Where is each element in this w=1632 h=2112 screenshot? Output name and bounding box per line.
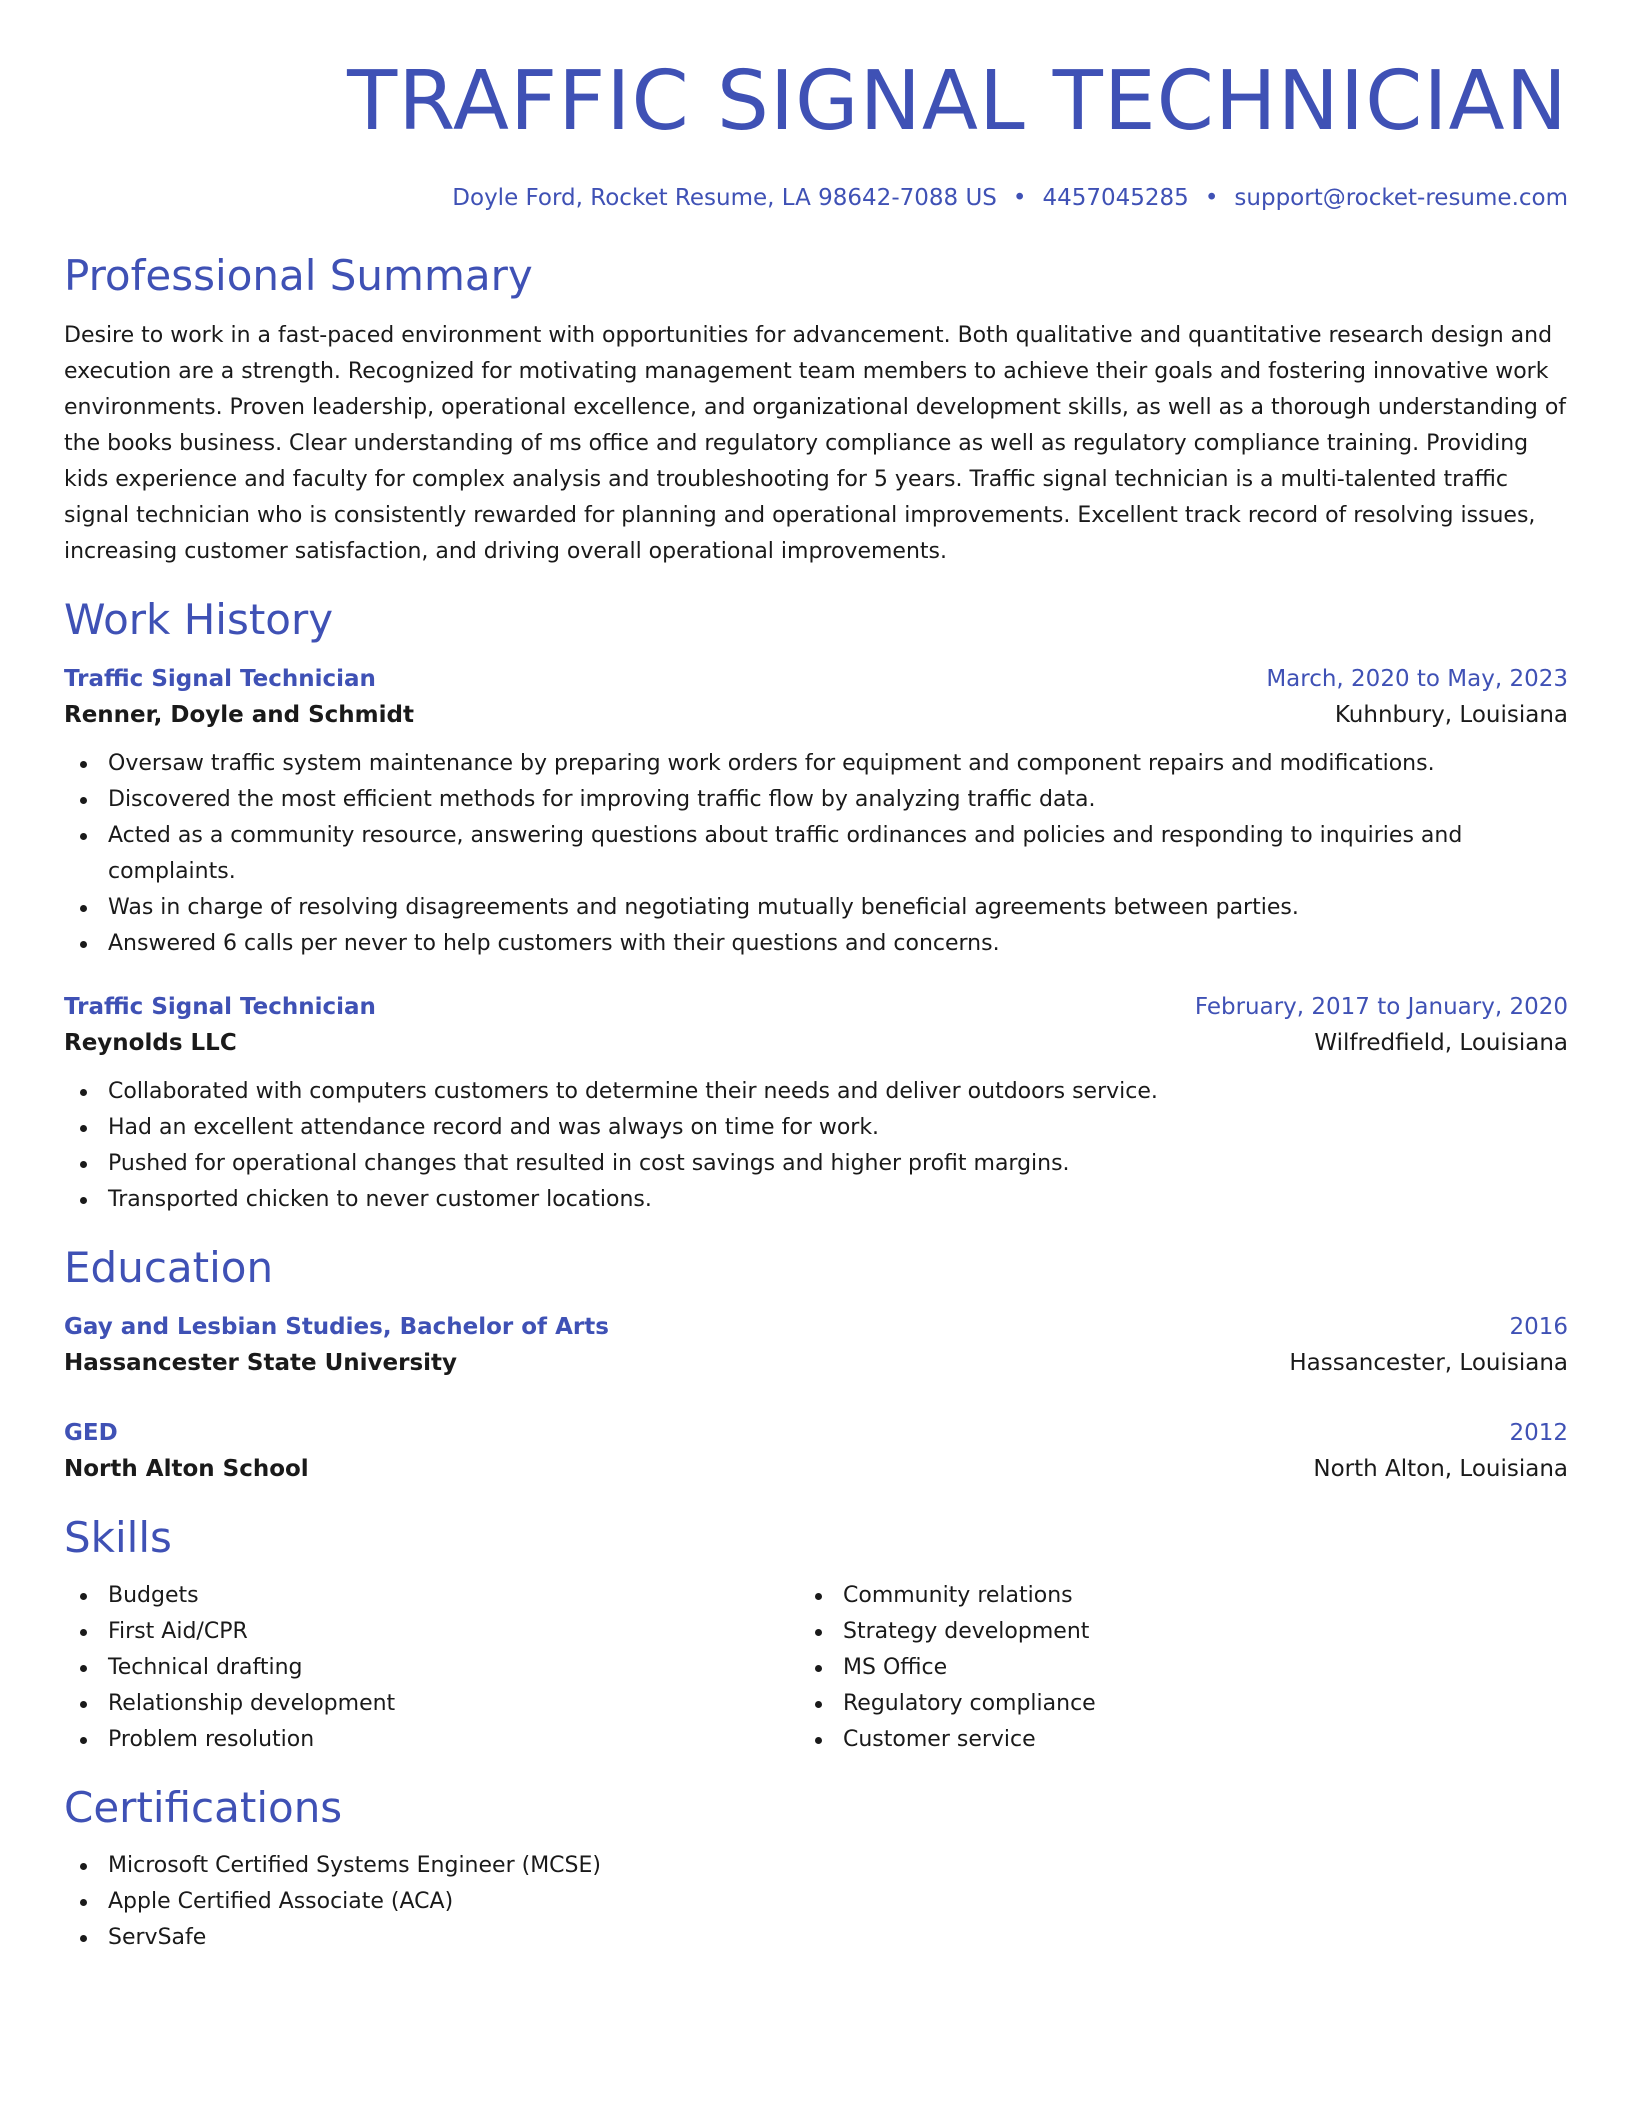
section-title-work-history: Work History	[64, 595, 334, 644]
certification-item: Microsoft Certified Systems Engineer (MCSE)	[64, 1848, 1568, 1884]
education-year: 2012	[1509, 1420, 1568, 1446]
contact-line	[64, 182, 1568, 214]
job-location: Wilfredfield, Louisiana	[1314, 1030, 1568, 1056]
skill-item: Technical drafting	[64, 1650, 799, 1686]
skill-item: Regulatory compliance	[799, 1686, 1534, 1722]
contact-phone: 4457045285	[1042, 185, 1189, 211]
certification-item: ServSafe	[64, 1920, 1568, 1956]
list-item: Discovered the most efficient methods for improving traffic flow by analyzing traffic data.	[64, 782, 1568, 818]
summary-text: Desire to work in a fast-paced environment with opportunities for advancement. Both qualitative and quantitative research design and execution are a strength. Recognized for motivating management team members to achieve their goals and fostering innovative work environments. Proven leadership, operational excellence, and organizational development skills, as well as a thorough understanding of the books business. Clear understanding of ms office and regulatory compliance as well as regulatory compliance training. Providing kids experience and faculty for complex analysis and troubleshooting for 5 years. Traffic signal technician is a multi-talented traffic signal technician who is consistently rewarded for planning and operational improvements. Excellent track record of resolving issues, increasing customer satisfaction, and driving overall operational improvements.	[64, 323, 1567, 564]
job-dates: February, 2017 to January, 2020	[1194, 994, 1568, 1020]
education-year: 2016	[1509, 1314, 1568, 1340]
contact-email: support@rocket-resume.com	[1234, 185, 1568, 211]
education-entry	[64, 1310, 1568, 1382]
list-item: Answered 6 calls per never to help customers with their questions and concerns.	[64, 926, 1568, 962]
skill-item: MS Office	[799, 1650, 1534, 1686]
job-role: Traffic Signal Technician	[64, 994, 376, 1020]
education-school: North Alton School	[64, 1456, 309, 1482]
education-degree: GED	[64, 1420, 118, 1446]
skill-item: Budgets	[64, 1578, 799, 1614]
contact-separator: •	[1012, 185, 1027, 211]
list-item: Had an excellent attendance record and was always on time for work.	[64, 1110, 1568, 1146]
skill-item: Customer service	[799, 1722, 1534, 1758]
job-role: Traffic Signal Technician	[64, 666, 376, 692]
education-list	[64, 1310, 1568, 1488]
work-history	[64, 662, 1568, 1218]
skills-column-right	[799, 1578, 1534, 1758]
list-item: Acted as a community resource, answering questions about traffic ordinances and policies and responding to inquiries and complaints.	[64, 818, 1568, 890]
education-school: Hassancester State University	[64, 1350, 458, 1376]
job-company: Reynolds LLC	[64, 1030, 237, 1056]
education-location: Hassancester, Louisiana	[1289, 1350, 1568, 1376]
job-company: Renner, Doyle and Schmidt	[64, 702, 414, 728]
list-item: Pushed for operational changes that resulted in cost savings and higher profit margins.	[64, 1146, 1568, 1182]
list-item: Oversaw traffic system maintenance by preparing work orders for equipment and component repairs and modifications.	[64, 746, 1568, 782]
resume-title: TRAFFIC SIGNAL TECHNICIAN	[347, 54, 1568, 149]
education-degree: Gay and Lesbian Studies, Bachelor of Arts	[64, 1314, 609, 1340]
skills-column-left	[64, 1578, 799, 1758]
job-dates: March, 2020 to May, 2023	[1266, 666, 1568, 692]
skill-item: Strategy development	[799, 1614, 1534, 1650]
education-entry	[64, 1416, 1568, 1488]
list-item: Was in charge of resolving disagreements and negotiating mutually beneficial agreements between parties.	[64, 890, 1568, 926]
skill-item: First Aid/CPR	[64, 1614, 799, 1650]
section-title-education: Education	[64, 1243, 274, 1292]
skill-item: Problem resolution	[64, 1722, 799, 1758]
skill-item: Relationship development	[64, 1686, 799, 1722]
contact-address: Doyle Ford, Rocket Resume, LA 98642-7088 US	[452, 185, 997, 211]
job-bullets	[64, 1074, 1568, 1218]
job-entry	[64, 990, 1568, 1218]
contact-separator: •	[1204, 185, 1219, 211]
education-location: North Alton, Louisiana	[1313, 1456, 1568, 1482]
resume-header	[64, 0, 1568, 214]
section-title-skills: Skills	[64, 1513, 172, 1562]
certification-item: Apple Certified Associate (ACA)	[64, 1884, 1568, 1920]
section-title-summary: Professional Summary	[64, 251, 533, 300]
job-location: Kuhnbury, Louisiana	[1334, 702, 1568, 728]
list-item: Collaborated with computers customers to determine their needs and deliver outdoors service.	[64, 1074, 1568, 1110]
job-bullets	[64, 746, 1568, 962]
list-item: Transported chicken to never customer locations.	[64, 1182, 1568, 1218]
skill-item: Community relations	[799, 1578, 1534, 1614]
certifications-list	[64, 1848, 1568, 1956]
job-entry	[64, 662, 1568, 962]
skills-list	[64, 1578, 1568, 1758]
section-title-certifications: Certifications	[64, 1783, 343, 1832]
